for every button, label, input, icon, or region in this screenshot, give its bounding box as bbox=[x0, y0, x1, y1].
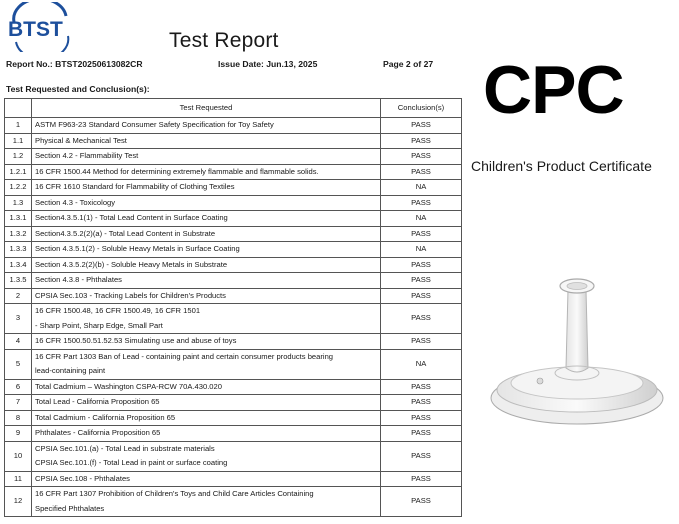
test-line: Total Lead - California Proposition 65 bbox=[35, 397, 160, 406]
table-row bbox=[5, 133, 462, 149]
row-number: 10 bbox=[5, 441, 32, 471]
table-row bbox=[5, 487, 462, 517]
test-requested-cell bbox=[32, 257, 381, 273]
test-requested-cell bbox=[32, 118, 381, 134]
conclusion-cell: NA bbox=[381, 349, 462, 379]
table-row bbox=[5, 349, 462, 379]
conclusion-cell: NA bbox=[381, 242, 462, 258]
test-requested-cell bbox=[32, 242, 381, 258]
issue-date: Issue Date: Jun.13, 2025 bbox=[218, 59, 318, 69]
conclusion-cell: PASS bbox=[381, 149, 462, 165]
conclusion-cell: PASS bbox=[381, 118, 462, 134]
report-title: Test Report bbox=[169, 29, 279, 52]
test-line: 16 CFR 1500.44 Method for determining extremely flammable and flammable solids. bbox=[35, 166, 319, 176]
row-number: 8 bbox=[5, 410, 32, 426]
table-row bbox=[5, 195, 462, 211]
row-number: 1.3.1 bbox=[5, 211, 32, 227]
test-line: Section 4.2 - Flammability Test bbox=[35, 151, 139, 160]
row-number: 1.2.1 bbox=[5, 164, 32, 180]
test-line: 16 CFR 1500.50.51.52.53 Simulating use and abuse of toys bbox=[35, 336, 237, 345]
test-line: 16 CFR Part 1307 Prohibition of Children's Toys and Child Care Articles Containing bbox=[35, 489, 314, 498]
test-line: CPSIA Sec.103 - Tracking Labels for Children's Products bbox=[35, 290, 226, 300]
table-header-row bbox=[5, 99, 462, 118]
test-line: - Sharp Point, Sharp Edge, Small Part bbox=[35, 320, 163, 330]
test-requested-cell bbox=[32, 334, 381, 350]
test-requested-cell bbox=[32, 441, 381, 471]
test-requested-cell bbox=[32, 379, 381, 395]
conclusion-cell: PASS bbox=[381, 487, 462, 517]
test-requested-cell bbox=[32, 133, 381, 149]
table-row bbox=[5, 273, 462, 289]
cpc-subtitle: Children's Product Certificate bbox=[471, 158, 652, 174]
report-number: Report No.: BTST20250613082CR bbox=[6, 59, 143, 69]
table-row bbox=[5, 395, 462, 411]
header-test-requested: Test Requested bbox=[32, 99, 381, 118]
table-row bbox=[5, 242, 462, 258]
test-requested-cell bbox=[32, 487, 381, 517]
test-requested-cell bbox=[32, 180, 381, 196]
test-requested-cell bbox=[32, 304, 381, 334]
test-line: CPSIA Sec.101.(f) - Total Lead in paint or surface coating bbox=[35, 458, 228, 467]
table-row bbox=[5, 149, 462, 165]
test-requested-cell bbox=[32, 195, 381, 211]
conclusion-cell: PASS bbox=[381, 288, 462, 304]
table-row bbox=[5, 441, 462, 471]
test-line: Section 4.3.5.2(2)(b) - Soluble Heavy Metals in Substrate bbox=[35, 259, 228, 269]
table-row bbox=[5, 426, 462, 442]
header-conclusion: Conclusion(s) bbox=[381, 99, 462, 118]
row-number: 1.2 bbox=[5, 149, 32, 165]
row-number: 7 bbox=[5, 395, 32, 411]
test-requested-cell bbox=[32, 395, 381, 411]
table-row bbox=[5, 334, 462, 350]
test-line: 16 CFR 1610 Standard for Flammability of Clothing Textiles bbox=[35, 182, 235, 191]
row-number: 9 bbox=[5, 426, 32, 442]
conclusion-cell: PASS bbox=[381, 226, 462, 242]
test-line: Physical & Mechanical Test bbox=[35, 135, 127, 145]
test-results-table bbox=[4, 98, 462, 517]
test-line: Section 4.3.5.1(2) - Soluble Heavy Metals in Surface Coating bbox=[35, 244, 240, 253]
test-line: Phthalates - California Proposition 65 bbox=[35, 428, 161, 437]
table-row bbox=[5, 304, 462, 334]
table-row bbox=[5, 410, 462, 426]
conclusion-cell: PASS bbox=[381, 257, 462, 273]
row-number: 11 bbox=[5, 471, 32, 487]
test-line: Section4.3.5.2(2)(a) - Total Lead Content in Substrate bbox=[35, 228, 216, 238]
table-row bbox=[5, 226, 462, 242]
test-requested-cell bbox=[32, 273, 381, 289]
section-heading: Test Requested and Conclusion(s): bbox=[6, 84, 150, 94]
test-line: Section 4.3 - Toxicology bbox=[35, 197, 116, 207]
test-line: 16 CFR 1500.48, 16 CFR 1500.49, 16 CFR 1501 bbox=[35, 306, 201, 315]
test-requested-cell bbox=[32, 211, 381, 227]
row-number: 2 bbox=[5, 288, 32, 304]
test-line: Specified Phthalates bbox=[35, 503, 105, 513]
table-row bbox=[5, 471, 462, 487]
test-line: CPSIA Sec.108 - Phthalates bbox=[35, 473, 130, 483]
row-number: 6 bbox=[5, 379, 32, 395]
conclusion-cell: PASS bbox=[381, 395, 462, 411]
test-line: lead-containing paint bbox=[35, 366, 106, 375]
conclusion-cell: PASS bbox=[381, 304, 462, 334]
product-image bbox=[482, 268, 672, 428]
row-number: 4 bbox=[5, 334, 32, 350]
conclusion-cell: PASS bbox=[381, 426, 462, 442]
row-number: 12 bbox=[5, 487, 32, 517]
test-requested-cell bbox=[32, 226, 381, 242]
conclusion-cell: PASS bbox=[381, 133, 462, 149]
table-row bbox=[5, 257, 462, 273]
page-number: Page 2 of 27 bbox=[383, 59, 434, 69]
conclusion-cell: NA bbox=[381, 180, 462, 196]
header-no bbox=[5, 99, 32, 118]
conclusion-cell: PASS bbox=[381, 334, 462, 350]
conclusion-cell: PASS bbox=[381, 471, 462, 487]
btst-logo bbox=[6, 2, 72, 52]
test-line: Section 4.3.8 - Phthalates bbox=[35, 275, 122, 284]
conclusion-cell: PASS bbox=[381, 441, 462, 471]
test-line: Total Cadmium – Washington CSPA-RCW 70A.430.020 bbox=[35, 381, 222, 391]
test-line: 16 CFR Part 1303 Ban of Lead - containing paint and certain consumer products bearing bbox=[35, 351, 334, 361]
test-requested-cell bbox=[32, 164, 381, 180]
cpc-title: CPC bbox=[483, 52, 624, 128]
conclusion-cell: PASS bbox=[381, 273, 462, 289]
conclusion-cell: NA bbox=[381, 211, 462, 227]
conclusion-cell: PASS bbox=[381, 164, 462, 180]
test-requested-cell bbox=[32, 471, 381, 487]
row-number: 1.3.3 bbox=[5, 242, 32, 258]
logo-text: BTST bbox=[8, 18, 63, 41]
table-row bbox=[5, 164, 462, 180]
conclusion-cell: PASS bbox=[381, 195, 462, 211]
test-line: CPSIA Sec.101.(a) - Total Lead in substrate materials bbox=[35, 443, 215, 453]
conclusion-cell: PASS bbox=[381, 410, 462, 426]
table-row bbox=[5, 180, 462, 196]
row-number: 5 bbox=[5, 349, 32, 379]
test-line: Section4.3.5.1(1) - Total Lead Content in Surface Coating bbox=[35, 213, 228, 222]
row-number: 3 bbox=[5, 304, 32, 334]
test-line: Total Cadmium - California Proposition 65 bbox=[35, 412, 176, 422]
row-number: 1.1 bbox=[5, 133, 32, 149]
test-requested-cell bbox=[32, 149, 381, 165]
row-number: 1.2.2 bbox=[5, 180, 32, 196]
row-number: 1 bbox=[5, 118, 32, 134]
test-requested-cell bbox=[32, 288, 381, 304]
table-row bbox=[5, 288, 462, 304]
table-row bbox=[5, 379, 462, 395]
table-row bbox=[5, 118, 462, 134]
conclusion-cell: PASS bbox=[381, 379, 462, 395]
table-row bbox=[5, 211, 462, 227]
row-number: 1.3.4 bbox=[5, 257, 32, 273]
test-line: ASTM F963-23 Standard Consumer Safety Specification for Toy Safety bbox=[35, 120, 274, 129]
test-requested-cell bbox=[32, 349, 381, 379]
test-requested-cell bbox=[32, 410, 381, 426]
row-number: 1.3 bbox=[5, 195, 32, 211]
test-requested-cell bbox=[32, 426, 381, 442]
row-number: 1.3.2 bbox=[5, 226, 32, 242]
row-number: 1.3.5 bbox=[5, 273, 32, 289]
